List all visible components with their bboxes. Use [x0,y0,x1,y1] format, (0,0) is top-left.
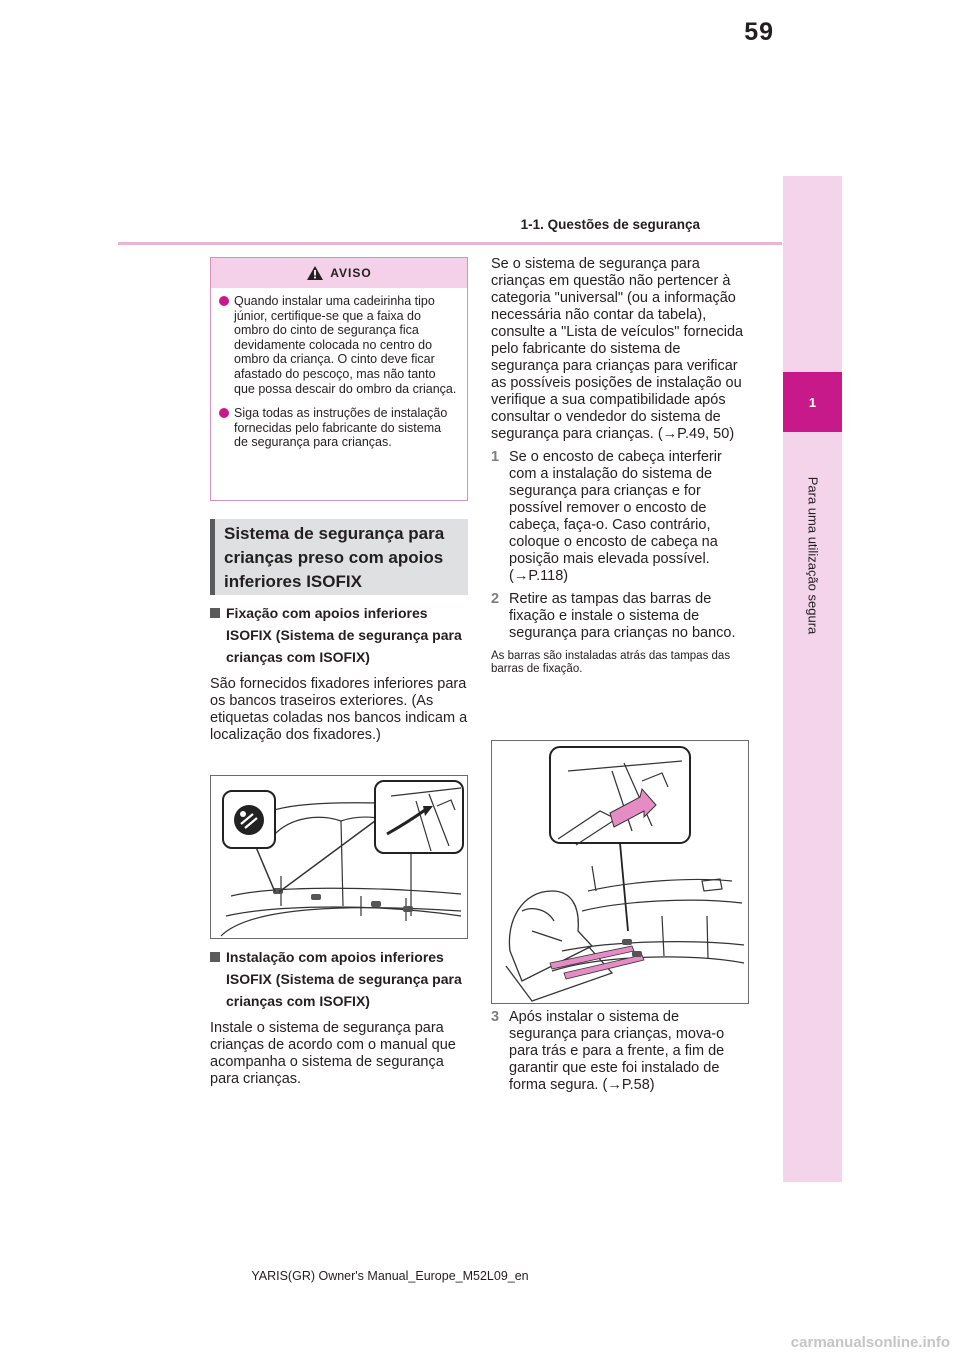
chapter-number: 1 [783,372,842,432]
watermark: carmanualsonline.info [790,1334,950,1351]
step-item [491,591,749,642]
warning-item [217,406,457,450]
isofix-anchor-illustration [210,775,468,939]
section-heading: Sistema de segurança para crianças preso com apoios inferiores ISOFIX [210,519,468,595]
warning-item-text: Quando instalar uma cadeirinha tipo júnior, certifique-se que a faixa do ombro do cinto de segurança fica devidamente colocada no centro do ombro da criança. O cinto deve ficar afastado do pescoço, mas não tanto que possa descair do ombro da criança. [234,294,457,396]
bullet-icon [219,296,229,306]
child-seat-installation-illustration [491,740,749,1004]
step-number: 2 [491,591,500,607]
warning-item-text: Siga todas as instruções de instalação fornecidas pelo fabricante do sistema de segurança para crianças. [234,406,448,450]
warning-box [210,257,468,501]
warning-label: AVISO [330,266,372,280]
subsection-title-text: Fixação com apoios inferiores ISOFIX (Sistema de segurança para crianças com ISOFIX) [226,605,462,665]
intro-paragraph: Se o sistema de segurança para crianças em questão não pertencer à categoria "universal" (ou a informação necessária não contar da tabela), consulte a "Lista de veículos" fornecida pelo fabricante do sistema de segurança para crianças para verificar as possíveis posições de instalação ou verifique a sua compatibilidade após consultar o vendedor do sistema de segurança para crianças. (→P.49, 50) [491,256,744,442]
step-text: Se o encosto de cabeça interferir com a instalação do sistema de segurança para crianças e for possível remover o encosto de cabeça, faça-o. Caso contrário, coloque o encosto de cabeça na posição mais elevada possível. (→P.118) [509,449,722,584]
step-item [491,449,749,585]
warning-item [217,294,457,396]
subsection-title [210,946,468,1012]
subsection-text: Instale o sistema de segurança para crianças de acordo com o manual que acompanha o sistema de segurança para crianças. [210,1020,456,1087]
section-title: 1-1. Questões de segurança [520,217,700,232]
step-number: 1 [491,449,500,465]
right-column-bottom [491,1009,749,1094]
subsection-text: São fornecidos fixadores inferiores para os bancos traseiros exteriores. (As etiquetas coladas nos bancos indicam a localização dos fixadores.) [210,676,468,743]
bullet-icon [219,408,229,418]
chapter-title [783,440,842,670]
step-item [491,1009,749,1094]
subsection-title [210,602,468,668]
note-text: As barras são instaladas atrás das tampas das barras de fixação. [491,650,731,675]
subsection-installation [210,946,468,1088]
step-text: Após instalar o sistema de segurança para crianças, mova-o para trás e para a frente, a fim de garantir que este foi instalado de forma segura. (→P.58) [509,1009,725,1093]
subsection-title-text: Instalação com apoios inferiores ISOFIX (Sistema de segurança para crianças com ISOFIX) [226,949,462,1009]
side-tab [783,176,842,1182]
child-seat-drawing [492,741,748,1003]
step-number: 3 [491,1009,500,1025]
warning-triangle-icon [306,265,324,281]
rear-seat-anchor-drawing [211,776,467,938]
footer-text: YARIS(GR) Owner's Manual_Europe_M52L09_en [251,1269,529,1283]
warning-header [211,258,467,288]
chapter-title-text: Para uma utilização segura [805,476,820,634]
subsection-fixation [210,602,468,744]
step-text: Retire as tampas das barras de fixação e instale o sistema de segurança para crianças no banco. [509,591,736,641]
right-column-top [491,256,749,676]
square-bullet-icon [210,952,220,962]
page-number: 59 [744,18,774,46]
header-rule [118,242,782,245]
square-bullet-icon [210,608,220,618]
